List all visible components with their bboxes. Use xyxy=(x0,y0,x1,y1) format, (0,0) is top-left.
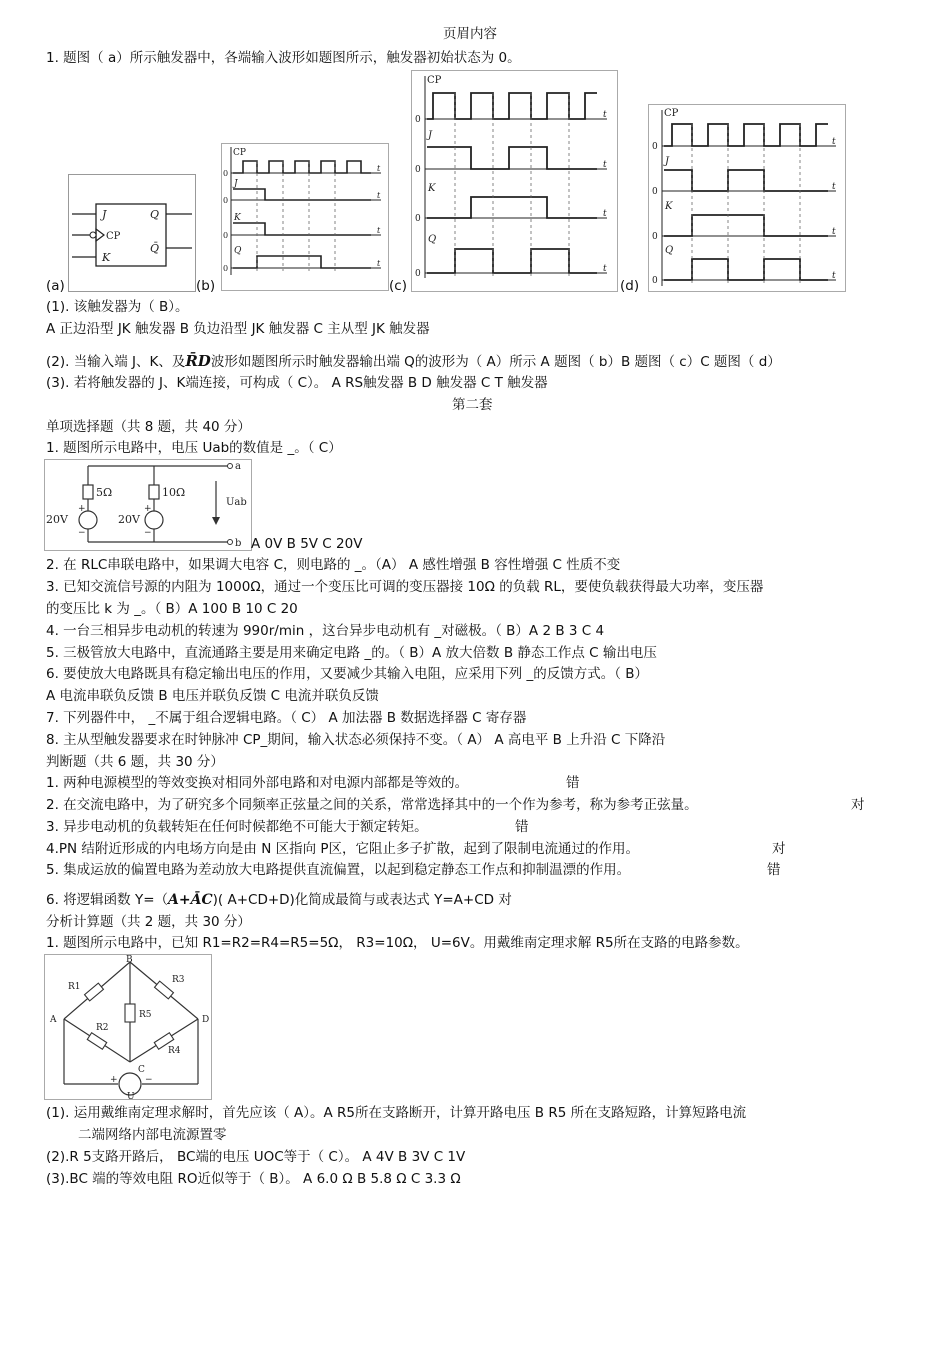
wave-d-zero-4: 0 xyxy=(652,276,658,286)
v2-minus: − xyxy=(144,528,152,538)
wave-d-t-3: t xyxy=(832,227,836,237)
jk-flipflop-figure xyxy=(68,174,196,296)
wave-d-zero-1: 0 xyxy=(652,142,658,152)
wave-c-j-label: J xyxy=(428,130,433,141)
sub-question-1: (1). 该触发器为（ B）。 xyxy=(46,299,189,315)
sub-question-2-start: (2). 当输入端 J、K、及 xyxy=(46,354,186,370)
wave-d-cp-label: CP xyxy=(664,108,679,119)
timing-diagram-c xyxy=(411,70,618,296)
sc-question-7: 7. 下列器件中， _不属于组合逻辑电路。（ C） A 加法器 B 数据选择器 C 寄存器 xyxy=(46,710,527,726)
circuit-diagram-1 xyxy=(44,459,252,555)
timing-diagram-b xyxy=(221,143,389,295)
wave-b-q-label: Q xyxy=(234,246,242,256)
judgment-6-start: 6. 将逻辑函数 Y=（ xyxy=(46,892,169,908)
wave-b-zero-3: 0 xyxy=(223,231,229,240)
pin-q-label: Q xyxy=(150,208,160,221)
judgment-1-answer: 错 xyxy=(566,775,580,791)
wave-d-t-2: t xyxy=(832,182,836,192)
fig-label-c: (c) xyxy=(389,278,407,294)
sc-question-6-options: A 电流串联负反馈 B 电压并联负反馈 C 电流并联负反馈 xyxy=(46,688,379,704)
sc-question-6: 6. 要使放大电路既具有稳定输出电压的作用，又要减少其输入电阻，应采用下列 _的反馈方式。（ B） xyxy=(46,666,649,682)
wave-c-q-label: Q xyxy=(428,234,437,245)
sub-question-1-options: A 正边沿型 JK 触发器 B 负边沿型 JK 触发器 C 主从型 JK 触发器 xyxy=(46,321,430,337)
bridge-circuit-diagram xyxy=(44,954,212,1104)
judgment-5-answer: 错 xyxy=(767,862,781,878)
wave-b-t-1: t xyxy=(377,164,381,173)
question-1-stem: 1. 题图（ a）所示触发器中，各端输入波形如题图所示，触发器初始状态为 0。 xyxy=(46,50,521,66)
wave-b-zero-4: 0 xyxy=(223,264,229,273)
single-choice-title: 单项选择题（共 8 题，共 40 分） xyxy=(46,419,251,435)
wave-d-zero-3: 0 xyxy=(652,232,658,242)
source-plus: + xyxy=(110,1075,118,1085)
judgment-6 xyxy=(46,891,512,909)
wave-b-t-2: t xyxy=(377,191,381,200)
wave-b-zero-1: 0 xyxy=(223,169,229,178)
wave-d-t-1: t xyxy=(832,137,836,147)
wave-d-j-label: J xyxy=(665,156,670,167)
wave-c-k-label: K xyxy=(428,183,436,194)
sub-question-3: (3). 若将触发器的 J、K端连接，可构成（ C）。 A RS触发器 B D 触发器 C T 触发器 xyxy=(46,375,548,391)
sc-question-1-options: A 0V B 5V C 20V xyxy=(251,536,363,552)
wave-b-t-4: t xyxy=(377,259,381,268)
page-header: 页眉内容 xyxy=(443,26,497,42)
pin-cp-label: CP xyxy=(106,231,121,242)
r3-label: R3 xyxy=(172,975,185,985)
wave-b-j-label: J xyxy=(234,179,238,189)
v1-label: 20V xyxy=(46,513,68,526)
v2-label: 20V xyxy=(118,513,140,526)
wave-c-zero-4: 0 xyxy=(415,269,421,279)
wave-c-t-2: t xyxy=(603,160,607,170)
wave-d-q-label: Q xyxy=(665,245,674,256)
sc-question-8: 8. 主从型触发器要求在时钟脉冲 CP_期间，输入状态必须保持不变。（ A） A 高电平 B 上升沿 C 下降沿 xyxy=(46,732,666,748)
fig-label-b: (b) xyxy=(196,278,216,294)
r1-label: R1 xyxy=(68,982,81,992)
wave-b-t-3: t xyxy=(377,226,381,235)
sub-question-2-end: 波形如题图所示时触发器输出端 Q的波形为（ A）所示 A 题图（ b）B 题图（ c）C 题图（ d） xyxy=(210,354,781,370)
wave-d-zero-2: 0 xyxy=(652,187,658,197)
judgment-5: 5. 集成运放的偏置电路为差动放大电路提供直流偏置，以起到稳定静态工作点和抑制温漂的作用。 xyxy=(46,862,631,878)
sc-question-3-line-2: 的变压比 k 为 _。（ B）A 100 B 10 C 20 xyxy=(46,601,298,617)
analysis-sub-1-line-1: (1). 运用戴维南定理求解时，首先应该（ A）。A R5所在支路断开，计算开路电压 B R5 所在支路短路，计算短路电流 xyxy=(46,1105,747,1121)
wave-c-t-4: t xyxy=(603,264,607,274)
analysis-title: 分析计算题（共 2 题，共 30 分） xyxy=(46,914,251,930)
analysis-question-1: 1. 题图所示电路中，已知 R1=R2=R4=R5=5Ω， R3=10Ω， U=6V。用戴维南定理求解 R5所在支路的电路参数。 xyxy=(46,935,749,951)
v2-plus: + xyxy=(144,504,152,514)
wave-b-k-label: K xyxy=(234,213,241,223)
node-c-label: C xyxy=(138,1065,145,1075)
pin-qbar-label: Q̄ xyxy=(150,242,160,255)
judgment-1: 1. 两种电源模型的等效变换对相同外部电路和对电源内部都是等效的。 xyxy=(46,775,469,791)
v1-minus: − xyxy=(78,528,86,538)
wave-c-t-1: t xyxy=(603,110,607,120)
source-u-label: U xyxy=(127,1092,135,1100)
analysis-sub-3: (3).BC 端的等效电阻 RO近似等于（ B）。 A 6.0 Ω B 5.8 Ω C 3.3 Ω xyxy=(46,1171,461,1187)
sub-question-2 xyxy=(46,352,781,371)
wave-d-k-label: K xyxy=(665,201,673,212)
pin-j-label: J xyxy=(102,208,107,221)
judgment-3: 3. 异步电动机的负载转矩在任何时候都绝不可能大于额定转矩。 xyxy=(46,819,428,835)
sc-question-4: 4. 一台三相异步电动机的转速为 990r/min ，这台异步电动机有 _对磁极。（ B）A 2 B 3 C 4 xyxy=(46,623,605,639)
fig-label-a: (a) xyxy=(46,278,65,294)
source-minus: − xyxy=(145,1075,153,1085)
node-b-label: B xyxy=(126,955,133,965)
judgment-4-answer: 对 xyxy=(772,841,786,857)
node-a-label: a xyxy=(235,461,241,472)
sc-question-3-line-1: 3. 已知交流信号源的内阻为 1000Ω，通过一个变压比可调的变压器接 10Ω 的负载 RL，要使负载获得最大功率，变压器 xyxy=(46,579,764,595)
analysis-sub-2: (2).R 5支路开路后， BC端的电压 UOC等于（ C）。 A 4V B 3V C 1V xyxy=(46,1149,466,1165)
r2-label: 10Ω xyxy=(162,486,186,499)
r1-label: 5Ω xyxy=(96,486,113,499)
sc-question-5: 5. 三极管放大电路中，直流通路主要是用来确定电路 _的。（ B）A 放大倍数 B 静态工作点 C 输出电压 xyxy=(46,645,657,661)
wave-c-zero-2: 0 xyxy=(415,165,421,175)
judgment-4: 4.PN 结附近形成的内电场方向是由 N 区指向 P区，它阻止多子扩散，起到了限制电流通过的作用。 xyxy=(46,841,640,857)
judgment-3-answer: 错 xyxy=(515,819,529,835)
r4-label: R4 xyxy=(168,1046,181,1056)
node-d-label: D xyxy=(202,1015,210,1025)
r5-label: R5 xyxy=(139,1010,152,1020)
wave-c-cp-label: CP xyxy=(427,75,442,86)
wave-c-zero-3: 0 xyxy=(415,214,421,224)
wave-d-t-4: t xyxy=(832,271,836,281)
timing-diagram-d xyxy=(648,104,846,296)
pin-k-label: K xyxy=(102,251,111,264)
wave-c-t-3: t xyxy=(603,209,607,219)
v1-plus: + xyxy=(78,504,86,514)
wave-c-zero-1: 0 xyxy=(415,115,421,125)
analysis-sub-1-line-2: 二端网络内部电流源置零 xyxy=(78,1127,227,1143)
judgment-2: 2. 在交流电路中，为了研究多个同频率正弦量之间的关系，常常选择其中的一个作为参考，称为参考正弦量。 xyxy=(46,797,698,813)
uab-label: Uab xyxy=(226,497,247,508)
wave-b-zero-2: 0 xyxy=(223,196,229,205)
rd-symbol: R̄D xyxy=(185,352,211,370)
node-b-label: b xyxy=(235,538,242,549)
judgment-2-answer: 对 xyxy=(851,797,865,813)
logic-formula: A+ĀC xyxy=(168,892,213,908)
node-a-label: A xyxy=(50,1015,57,1025)
section-title-set-2: 第二套 xyxy=(452,397,493,413)
sc-question-2: 2. 在 RLC串联电路中，如果调大电容 C，则电路的 _。（A） A 感性增强 B 容性增强 C 性质不变 xyxy=(46,557,621,573)
judgment-title: 判断题（共 6 题，共 30 分） xyxy=(46,754,224,770)
fig-label-d: (d) xyxy=(620,278,640,294)
r2-label: R2 xyxy=(96,1023,109,1033)
judgment-6-end: )( A+CD+D)化简成最简与或表达式 Y=A+CD 对 xyxy=(212,892,512,908)
sc-question-1: 1. 题图所示电路中，电压 Uab的数值是 _。（ C） xyxy=(46,440,342,456)
wave-b-cp-label: CP xyxy=(233,148,246,158)
